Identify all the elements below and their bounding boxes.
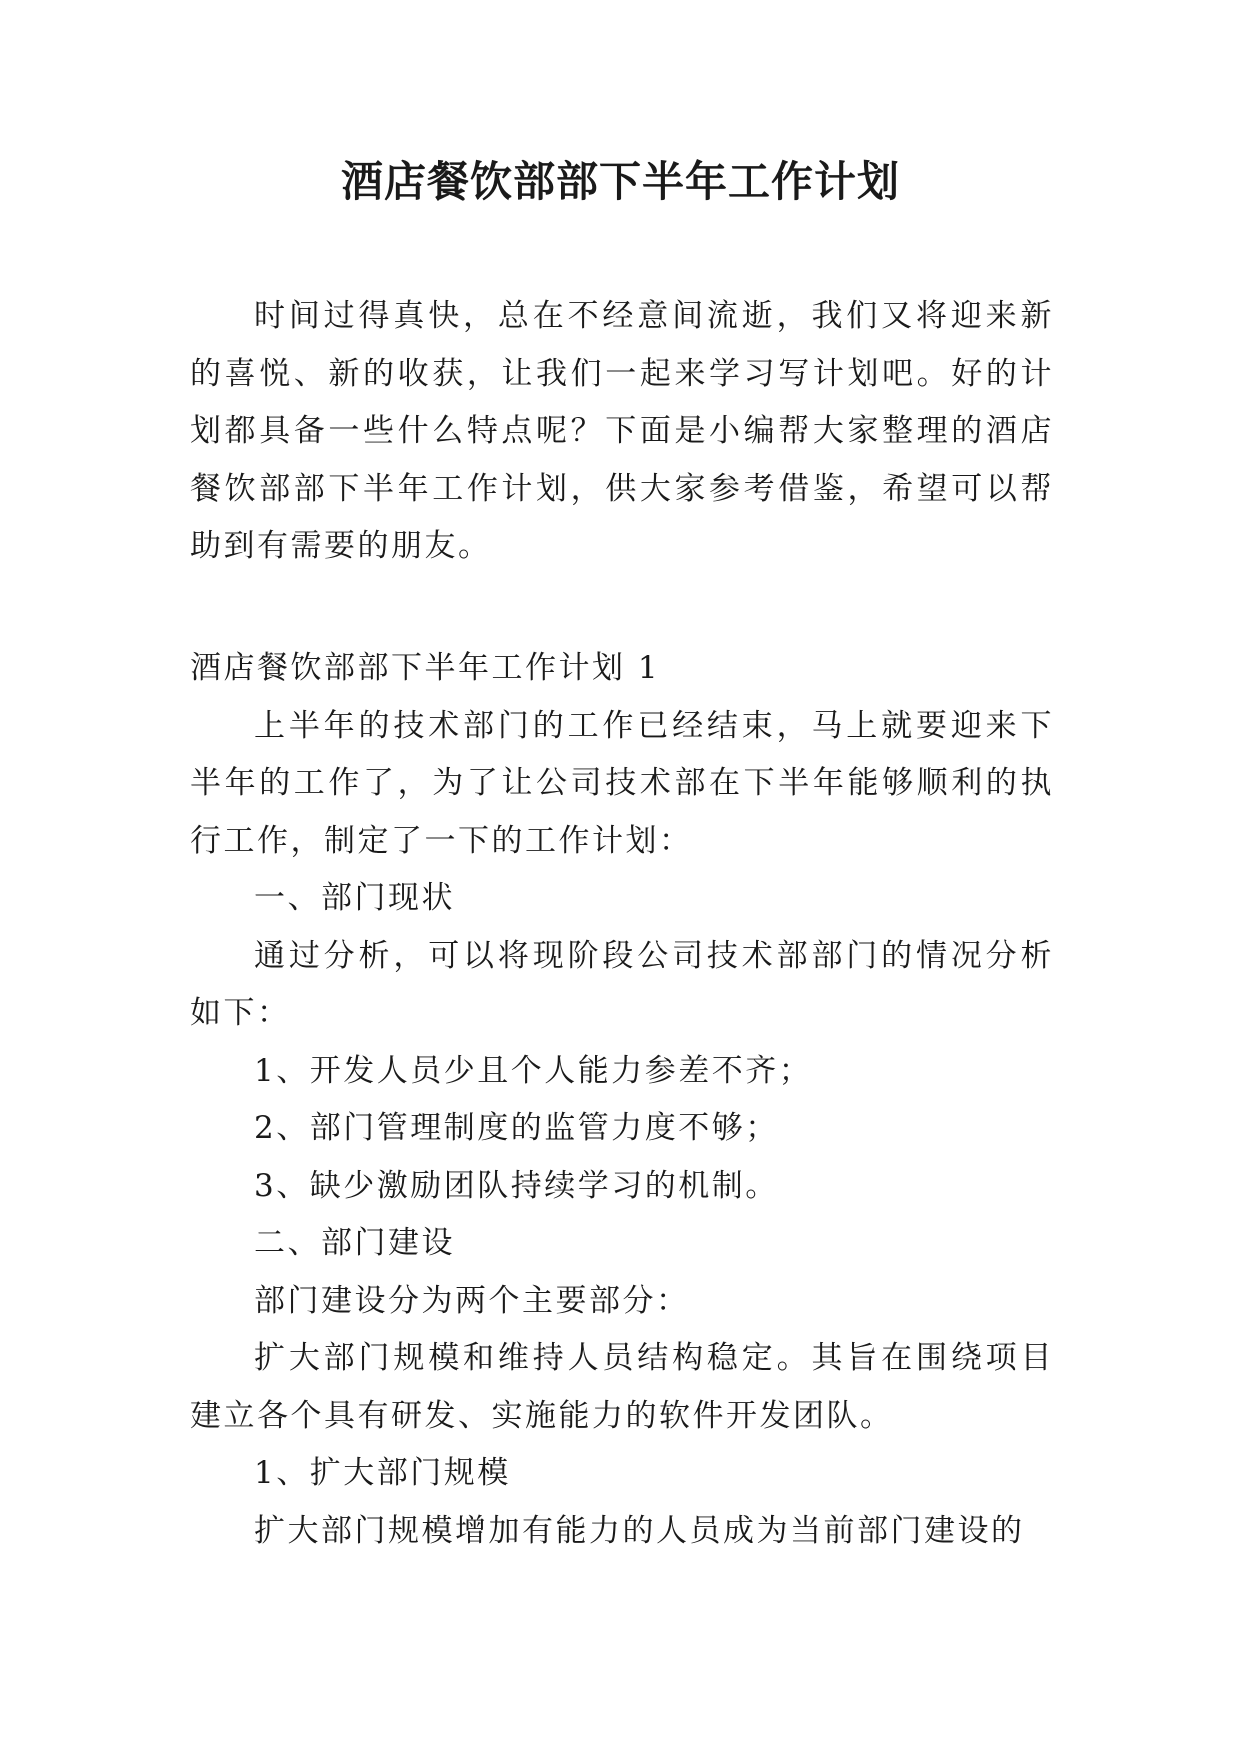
paragraph: 部门建设分为两个主要部分：: [254, 1282, 690, 1319]
list-item: 1、开发人员少且个人能力参差不齐；: [254, 1052, 813, 1089]
intro-block: [190, 288, 1054, 576]
list-item: 2、部门管理制度的监管力度不够；: [254, 1110, 779, 1146]
list-item: 1、扩大部门规模: [254, 1455, 511, 1491]
section-heading: 酒店餐饮部部下半年工作计划 1: [190, 650, 661, 686]
paragraph: 通过分析，可以将现阶段公司技术部部门的情况分析如下：: [190, 937, 1054, 1031]
paragraph: 扩大部门规模增加有能力的人员成为当前部门建设的: [254, 1512, 1025, 1549]
subheading-department-building: 二、部门建设: [254, 1225, 455, 1261]
paragraph: 上半年的技术部门的工作已经结束，马上就要迎来下半年的工作了，为了让公司技术部在下半年能够顺利的执行工作，制定了一下的工作计划：: [190, 707, 1054, 859]
paragraph: 扩大部门规模和维持人员结构稳定。其旨在围绕项目建立各个具有研发、实施能力的软件开发团队。: [190, 1340, 1054, 1434]
document-title: 酒店餐饮部部下半年工作计划: [340, 157, 900, 206]
section-1: [190, 640, 1054, 1560]
list-item: 3、缺少激励团队持续学习的机制。: [254, 1167, 779, 1204]
intro-paragraph: 时间过得真快，总在不经意间流逝，我们又将迎来新的喜悦、新的收获，让我们一起来学习写计划吧。好的计划都具备一些什么特点呢？下面是小编帮大家整理的酒店餐饮部部下半年工作计划，供大家参考借鉴，希望可以帮助到有需要的朋友。: [190, 298, 1054, 564]
subheading-department-status: 一、部门现状: [254, 880, 455, 916]
